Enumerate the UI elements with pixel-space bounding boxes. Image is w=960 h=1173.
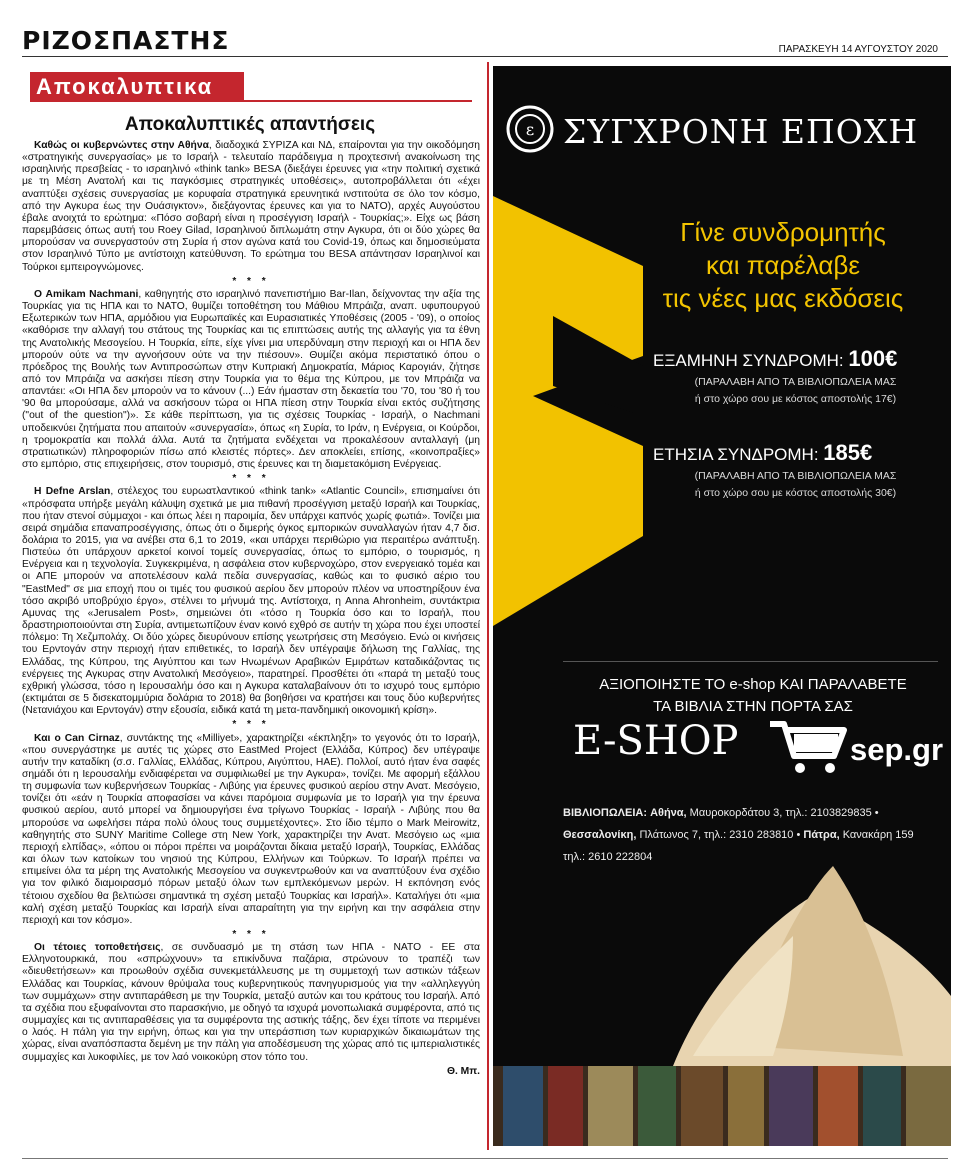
paragraph xyxy=(22,942,480,1064)
ad-brand: ΣΥΓΧΡΟΝΗ ΕΠΟΧΗ xyxy=(563,112,919,151)
author-signature: Θ. Μπ. xyxy=(446,1065,480,1077)
slogan-line: τις νέες μας εκδόσεις xyxy=(662,283,904,313)
paragraph xyxy=(22,733,480,928)
offer-note xyxy=(653,374,938,408)
eshop-callout-line: ΤΑ ΒΙΒΛΙΑ ΣΤΗΝ ΠΟΡΤΑ ΣΑΣ xyxy=(653,698,853,715)
paragraph-text: , σε συνδυασμό με τη στάση των ΗΠΑ - ΝΑΤΟ - ΕΕ στα Ελληνοτουρκικά, που «σπρώχνουν» τα επικίνδυνα παζάρια, στρώνουν το τραπέζι των «διευθετήσεων» και προωθούν σχέδια συνεκμετάλλευσης με τη συμμετοχή των αστικών τάξεων Ελλάδας και Τουρκίας, κάνουν θρύψαλα τους κυβερνητικούς πανηγυρισμούς για την «αλληλεγγύη των συμμάχων» στην αντιπαράθεση με την Τουρκία, μεταξύ αυτών και του κράτους του Ισραήλ. Από τα σχέδια που εξυφαίνονται στο παρασκήνιο, με οδηγό τα ισχυρά μονοπωλιακά συμφέροντα, από τις συμμαχίες και τις αντιπαραθέσεις για τα συμφέροντα της αστικής τάξης, δεν έχει τίποτε να περιμένει ο λαός. Η πάλη για την ειρήνη, όπως και για την υπεράσπιση των κυριαρχικών δικαιωμάτων της χώρας, είναι αναπόσπαστα δεμένη με την πάλη για αποδέσμευση της χώρας από τις ιμπεριαλιστικές συμμαχίες και λυκοφιλίες, με τον λαό νοικοκύρη στον τόπο του. xyxy=(22,942,480,1063)
shopping-cart-icon xyxy=(768,716,848,776)
offer-annual xyxy=(653,440,872,466)
paragraph-lead: Η Defne Arslan xyxy=(34,486,111,498)
bookstores-line xyxy=(563,824,943,846)
eshop-logo: E-SHOP xyxy=(573,718,739,764)
slogan-line: και παρέλαβε xyxy=(706,250,860,280)
paragraph xyxy=(22,289,480,471)
eshop-callout-line: ΑΞΙΟΠΟΙΗΣΤΕ ΤΟ e-shop ΚΑΙ ΠΑΡΑΛΑΒΕΤΕ xyxy=(599,676,907,693)
paragraph xyxy=(22,140,480,274)
paragraph-text: , καθηγητής στο ισραηλινό πανεπιστήμιο Bar-Ilan, δείχνοντας την αξία της Τουρκίας για τις ΗΠΑ και το ΝΑΤΟ, θυμίζει τοποθέτηση του Μάθιου Μπράιζα, αναπ. υφυπουργού Εξωτερικών των ΗΠΑ, αρμόδιου για Ευρωπαϊκές και Ευρασιατικές Υποθέσεις (2005 - '09), ο οποίος «καθόρισε την αλλαγή του στάτους της Τουρκίας και τις επιπτώσεις αυτής της αλλαγής για τα έθνη της Ανατολικής Μεσογείου. Η Τουρκία, είπε, είχε γίνει μια υπερδύναμη στην περιοχή και οι ΗΠΑ δεν μπορούν ούτε να την αγνοήσουν ούτε να την πιέσουν». Θυμίζει ακόμα περιστατικό όπου ο πρόεδρος της Βουλής των Αντιπροσώπων στην Κυπριακή Δημοκρατία, Μάριος Καρογιάν, ζήτησε από τον Μπράιζα να ασκήσει πίεση στην Τουρκία για το θέμα της Κύπρου, με τον Μπράιζα να απαντάει: «Οι ΗΠΑ δεν μπορούν να το κάνουν (...) Εάν ήμασταν στη δεκαετία του '70, του '80 ή του '90 θα μπορούσαμε, αλλά να ασκήσουν τώρα οι ΗΠΑ πίεση στην Τουρκία είναι εκτός συζήτησης ("out of the question")». Σε κάθε περίπτωση, για τις σχέσεις Τουρκίας - Ισραήλ, ο Nachmani υποδεικνύει ζητήματα που απαιτούν «συνεργασία», όπως «η Συρία, το Ιράν, η Ενέργεια, οι Κούρδοι, η τρομοκρατία και πολλά άλλα. Αυτά τα ζητήματα ενδέχεται να προκαλέσουν ανταλλαγή (μη στρατιωτικών) πληροφοριών πίσω από κλειστές πόρτες». Δεν αποκλείει, επίσης, «κοινοπραξίες» στο εμπόριο, στις επιχειρήσεις, στον τουρισμό, στις έρευνες και τη διαμετακόμιση Ενέργειας. xyxy=(22,288,480,471)
paragraph-text: , στέλεχος του ευρωατλαντικού «think tank» «Atlantic Council», επισημαίνει ότι «πρόσφατα υπήρξε μεγάλη κάλυψη σχετικά με μια πιθανή προσέγγιση μεταξύ Ισραήλ και Τουρκίας, που ήταν στενοί σύμμαχοι - και όπως λέει η παροιμία, δεν υπάρχει καπνός χωρίς φωτιά». Τονίζει μια σειρά σημάδια επαναπροσέγγισης, όπως ότι ο διμερής όγκος εμπορικών συναλλαγών ήταν 4,7 δισ. δολάρια το 2015, για να ανέβει στα 6,1 το 2019, «και υπάρχει περιθώριο για περαιτέρω ανάπτυξη. Πιστεύω ότι υπάρχουν αρκετοί κοινοί τομείς συνεργασίας, όπως το εμπόριο, ο τουρισμός, η Ενέργεια και η τεχνολογία. Συγκεκριμένα, η ασφάλεια στον κυβερνοχώρο, στον ενεργειακό τομέα και οι ΑΠΕ μπορούν να αποτελέσουν καλά πεδία συνεργασίας, καθώς και το φυσικό αέριο του "EastMed" σε μια εποχή που οι τιμές του φυσικού αερίου δεν μπορούν πλέον να υποστηρίξουν ένα τόσο ακριβό υποβρύχιο έργο», στέλνει το μήνυμά της. Αντίστοιχα, η Anna Ahronheim, συντάκτρια Αμυνας της «Jerusalem Post», σημειώνει ότι «τόσο η Τουρκία όσο και το Ισραήλ, που δραστηριοποιούνται στη Συρία, αντιμετωπίζουν έναν κοινό εχθρό σε αυτήν τη χώρα που έχει υποστεί πόλεμο: Τη Χεζμπολάχ. Οι δύο χώρες διευρύνουν επίσης γεωτρήσεις στη Μεσόγειο. Ενώ οι κινήσεις του Ερντογάν στην περιοχή ήταν επιθετικές, το Ισραήλ δεν υπέγραψε δήλωση της Γαλλίας, της Ελλάδας, της Κύπρου, της Αιγύπτου και των Ηνωμένων Αραβικών Εμιράτων καταδικάζοντας τις ενέργειες της Αγκυρας στην Ανατολική Μεσόγειο», παρατηρεί. Προσθέτει ότι «παρά τη μεταξύ τους εχθρική γλώσσα, τόσο η Ιερουσαλήμ όσο και η Αγκυρα καταλαβαίνουν ότι το ισχυρό τους εμπόριο (εκτιμάται σε 5 δισεκατομμύρια δολάρια το 2018) θα βοηθήσει να κρατήσει και τους δύο κυβερνήτες (Νετανιάχου και Ερντογάν) στην εξουσία, ειδικά κατά τη μετα-πανδημική οικονομική κρίση». xyxy=(22,486,481,717)
publisher-logo-icon xyxy=(505,104,555,154)
paragraph xyxy=(22,486,480,717)
section-rule xyxy=(244,100,472,102)
article-body xyxy=(22,140,480,1078)
separator-stars: * * * xyxy=(232,473,270,485)
article-headline: Αποκαλυπτικές απαντήσεις xyxy=(124,114,376,135)
ad-rule xyxy=(563,661,938,662)
offer-note-line: ή στο χώρο σου με κόστος αποστολής 30€) xyxy=(694,487,897,499)
address-athens: Μαυροκορδάτου 3, τηλ.: 2103829835 • xyxy=(689,807,879,819)
offer-label: ΕΤΗΣΙΑ ΣΥΝΔΡΟΜΗ: xyxy=(653,445,819,464)
separator-stars: * * * xyxy=(232,275,270,287)
offer-label: ΕΞΑΜΗΝΗ ΣΥΝΔΡΟΜΗ: xyxy=(653,351,844,370)
ad-slogan xyxy=(633,216,933,315)
yellow-shape xyxy=(493,196,643,626)
bookstores-label: ΒΙΒΛΙΟΠΩΛΕΙΑ: xyxy=(563,807,647,819)
offer-note xyxy=(653,468,938,502)
paragraph-text: , συντάκτης της «Milliyet», χαρακτηρίζει «έκπληξη» το γεγονός ότι το Ισραήλ, «που συνεργάστηκε με αυτές τις χώρες στο EastMed Project (Ελλάδα, Κύπρος) δεν υπέγραψε αυτήν την καταδίκη (σ.σ. Γαλλίας, Ελλάδας, Κύπρου, Αιγύπτου, ΗΑΕ). Πολλοί, αυτό ήταν ένα σαφές σημάδι ότι η Ιερουσαλήμ ενδιαφέρεται να συμφιλιωθεί με την Αγκυρα», τονίζει. Με αφορμή εξάλλου τη συμφωνία των κυβερνήσεων Τουρκίας - Λιβύης για έρευνες φυσικού αερίου στην Ανατ. Μεσόγειο, τονίζει ότι «εάν η Τουρκία αποφασίσει να κάνει παρόμοια συμφωνία με το Ισραήλ για την έρευνα φυσικού αερίου, αυτό μπορεί να δημιουργήσει ένα τρίγωνο Τουρκίας - Ισραήλ - Λιβύης που θα μπορούσε να ωφελήσει πάρα πολύ όλους τους συμμετέχοντες». Στο ίδιο τέμπο ο Mark Meirowitz, καθηγητής στο SUNY Maritime College στη New York, χαρακτηρίζει την Ανατ. Μεσόγειο ως «μια περιοχή ελπίδας», «όπου οι πόροι πρέπει να μοιράζονται δίκαια μεταξύ Ισραήλ, Τουρκίας, Ελλάδας και όλων των κατοίκων του νησιού της Κύπρου, Ελλήνων και Τούρκων. Το Ισραήλ πρέπει να επιμείνει όλα τα μέρη της Ανατολικής Μεσογείου να συγκεντρωθούν και να αναπτύξουν ένα σχέδιο για τον φιλικό διαμοιρασμό πόρων μεταξύ όλων των εμπλεκόμενων μερών. Η εκπόνηση ενός τέτοιου σχεδίου θα βελτιώσει σημαντικά τη σχέση μεταξύ Τουρκίας και Ισραήλ». Καταλήγει ότι «μια καλή σχέση μεταξύ Τουρκίας και Ισραήλ είναι απαραίτητη για την ειρήνη και την ασφάλεια στην περιοχή και τον κόσμο». xyxy=(22,732,480,926)
paragraph-lead: Οι τέτοιες τοποθετήσεις xyxy=(34,942,161,954)
offer-note-line: ή στο χώρο σου με κόστος αποστολής 17€) xyxy=(694,393,897,405)
books-illustration xyxy=(493,866,951,1146)
advertisement xyxy=(493,66,951,1146)
address-patra: Κανακάρη 159 xyxy=(842,829,914,841)
offer-price: 185€ xyxy=(823,440,873,465)
paragraph-text: , διαδοχικά ΣΥΡΙΖΑ και ΝΔ, επαίρονται για την οικοδόμηση «στρατηγικής συνεργασίας» με το Ισραήλ - τελευταίο παράδειγμα η προχτεσινή ανακοίνωση της ισραηλινής πρεσβείας - το ισραηλινό «think tank» BESA (διεξάγει έρευνες για «την πολιτική σχετικά με τη Μέση Ανατολή και τις παγκόσμιες στρατηγικές υποθέσεις», αυτοπροβάλλεται ότι «έχει αναπτύξει σχέσεις συνεργασίας με κορυφαία στρατηγικά ερευνητικά ινστιτούτα σε όλο τον κόσμο, από την Αγκυρα έως την Ουάσιγκτον», διεξάγοντας έρευνες και για το ΝΑΤΟ), αρχές Αυγούστου έβαλε ανοιχτά το ερώτημα: «Πόσο σοβαρή είναι η προσέγγιση Ισραήλ - Τουρκίας;». Είχε ως βάση παρεμβάσεις όπως αυτή του Roey Gilad, Ισραηλινού διπλωμάτη στην Αγκυρα, ότι οι δύο χώρες θα μπορούσαν να συνεργαστούν στη Συρία ή στον αγώνα κατά του Covid-19, όπως και δημοσιεύματα στον Ισραηλινό Τύπο με αντίστοιχη κατεύθυνση. Το ερώτημα του BESA απάντησαν Ισραηλινοί και Τούρκοι εμπειρογνώμονες. xyxy=(22,140,480,273)
phone-patra: τηλ.: 2610 222804 xyxy=(563,851,653,863)
top-rule xyxy=(22,56,948,57)
slogan-line: Γίνε συνδρομητής xyxy=(680,217,886,247)
masthead: ΡΙΖΟΣΠΑΣΤΗΣ xyxy=(22,26,230,55)
bookstores-info xyxy=(563,802,943,868)
paragraph-lead: Ο Amikam Nachmani xyxy=(34,288,139,300)
bookstores-line xyxy=(563,846,943,868)
site-url: sep.gr xyxy=(850,732,944,767)
offer-price: 100€ xyxy=(848,346,898,371)
paragraph-lead: Καθώς οι κυβερνώντες στην Αθήνα xyxy=(34,140,209,151)
page-date: ΠΑΡΑΣΚΕΥΗ 14 ΑΥΓΟΥΣΤΟΥ 2020 xyxy=(778,44,938,55)
bookstores-line xyxy=(563,802,943,824)
eshop-callout xyxy=(563,674,943,718)
separator-stars: * * * xyxy=(232,719,270,731)
separator-stars: * * * xyxy=(232,929,270,940)
city-patra: Πάτρα, xyxy=(803,829,840,841)
section-label: Αποκαλυπτικα xyxy=(30,72,244,102)
offer-note-line: (ΠΑΡΑΛΑΒΗ ΑΠΟ ΤΑ ΒΙΒΛΙΟΠΩΛΕΙΑ ΜΑΣ xyxy=(694,470,897,482)
offer-note-line: (ΠΑΡΑΛΑΒΗ ΑΠΟ ΤΑ ΒΙΒΛΙΟΠΩΛΕΙΑ ΜΑΣ xyxy=(694,376,897,388)
bottom-rule xyxy=(22,1158,948,1159)
city-athens: Αθήνα, xyxy=(650,807,687,819)
svg-text:ε: ε xyxy=(525,120,535,139)
offer-six-month xyxy=(653,346,897,372)
paragraph-lead: Και ο Can Cirnaz xyxy=(34,732,120,744)
column-divider xyxy=(487,62,489,1150)
city-thessaloniki: Θεσσαλονίκη, xyxy=(563,829,637,841)
address-thessaloniki: Πλάτωνος 7, τηλ.: 2310 283810 • xyxy=(639,829,801,841)
